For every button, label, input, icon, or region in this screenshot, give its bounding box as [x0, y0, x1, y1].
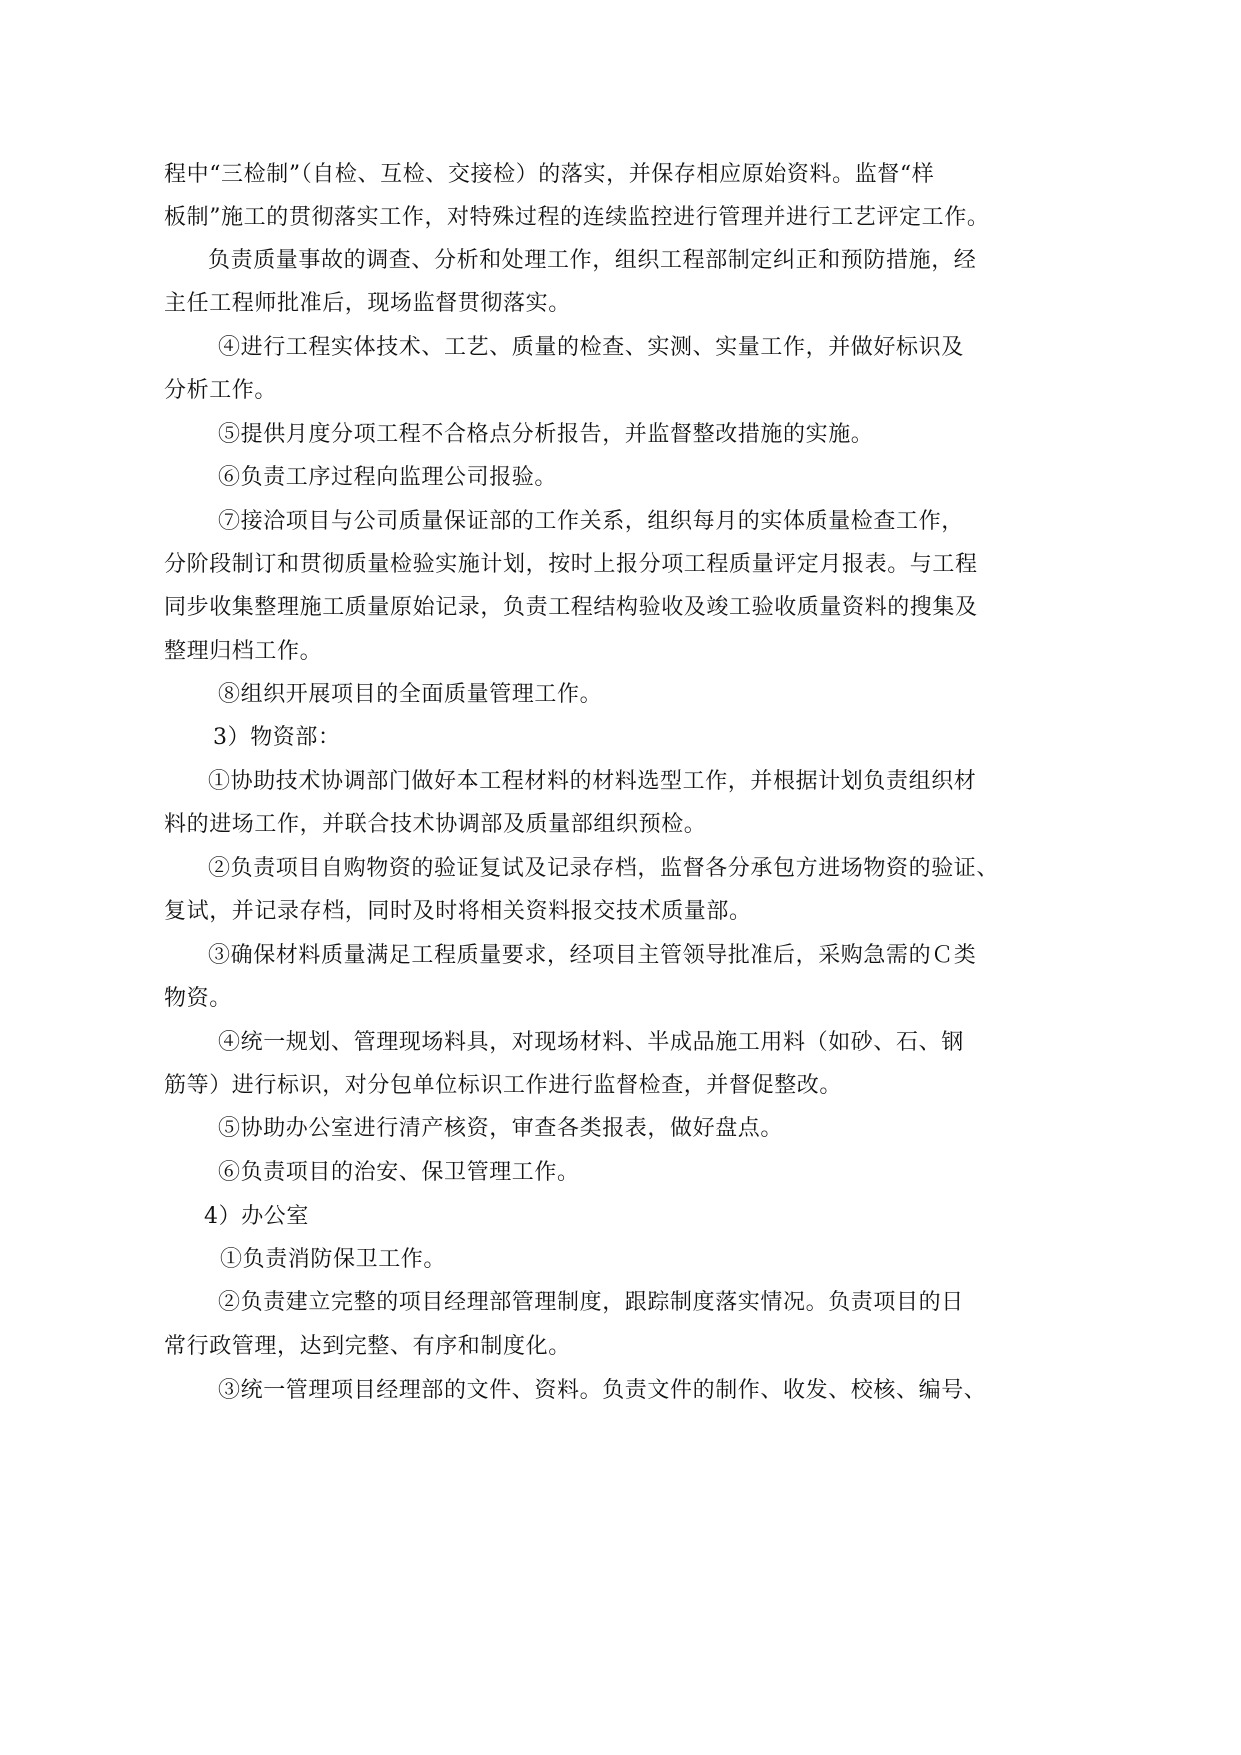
- section-heading-office: 4）办公室: [204, 1204, 309, 1229]
- text-line: 程中“三检制”（自检、互检、交接检）的落实，并保存相应原始资料。监督“样: [164, 162, 935, 187]
- text-line: ③统一管理项目经理部的文件、资料。负责文件的制作、收发、校核、编号、: [218, 1378, 987, 1403]
- text-line: ⑤提供月度分项工程不合格点分析报告，并监督整改措施的实施。: [218, 422, 874, 447]
- text-line: 物资。: [164, 986, 232, 1011]
- text-line: ①协助技术协调部门做好本工程材料的材料选型工作，并根据计划负责组织材: [208, 769, 977, 794]
- text-line: 整理归档工作。: [164, 639, 323, 664]
- text-line: 料的进场工作，并联合技术协调部及质量部组织预检。: [164, 812, 707, 837]
- text-line: ④进行工程实体技术、工艺、质量的检查、实测、实量工作，并做好标识及: [218, 335, 964, 360]
- text-line: ⑤协助办公室进行清产核资，审查各类报表，做好盘点。: [218, 1116, 784, 1141]
- text-line: 负责质量事故的调查、分析和处理工作，组织工程部制定纠正和预防措施，经: [208, 248, 977, 273]
- text-line: 同步收集整理施工质量原始记录，负责工程结构验收及竣工验收质量资料的搜集及: [164, 595, 978, 620]
- text-line: ⑥负责工序过程向监理公司报验。: [218, 465, 558, 490]
- text-line: ⑧组织开展项目的全面质量管理工作。: [218, 682, 603, 707]
- text-line: ②负责建立完整的项目经理部管理制度，跟踪制度落实情况。负责项目的日: [218, 1290, 964, 1315]
- text-line: 分阶段制订和贯彻质量检验实施计划，按时上报分项工程质量评定月报表。与工程: [164, 552, 978, 577]
- text-line: 分析工作。: [164, 378, 278, 403]
- text-line: ②负责项目自购物资的验证复试及记录存档，监督各分承包方进场物资的验证、: [208, 856, 1000, 881]
- text-line: 常行政管理，达到完整、有序和制度化。: [164, 1334, 571, 1359]
- text-line: 主任工程师批准后，现场监督贯彻落实。: [164, 291, 571, 316]
- text-line: ④统一规划、管理现场料具，对现场材料、半成品施工用料（如砂、石、钢: [218, 1030, 964, 1055]
- text-line: ⑥负责项目的治安、保卫管理工作。: [218, 1160, 580, 1185]
- text-line: ①负责消防保卫工作。: [220, 1247, 447, 1272]
- text-line: ⑦接洽项目与公司质量保证部的工作关系，组织每月的实体质量检查工作，: [218, 509, 964, 534]
- text-line: 筋等）进行标识，对分包单位标识工作进行监督检查，并督促整改。: [164, 1073, 843, 1098]
- section-heading-materials: 3）物资部：: [213, 725, 341, 750]
- text-line: ③确保材料质量满足工程质量要求，经项目主管领导批准后，采购急需的Ｃ类: [208, 943, 977, 968]
- text-line: 复试，并记录存档，同时及时将相关资料报交技术质量部。: [164, 899, 752, 924]
- text-line: 板制”施工的贯彻落实工作，对特殊过程的连续监控进行管理并进行工艺评定工作。: [164, 205, 990, 230]
